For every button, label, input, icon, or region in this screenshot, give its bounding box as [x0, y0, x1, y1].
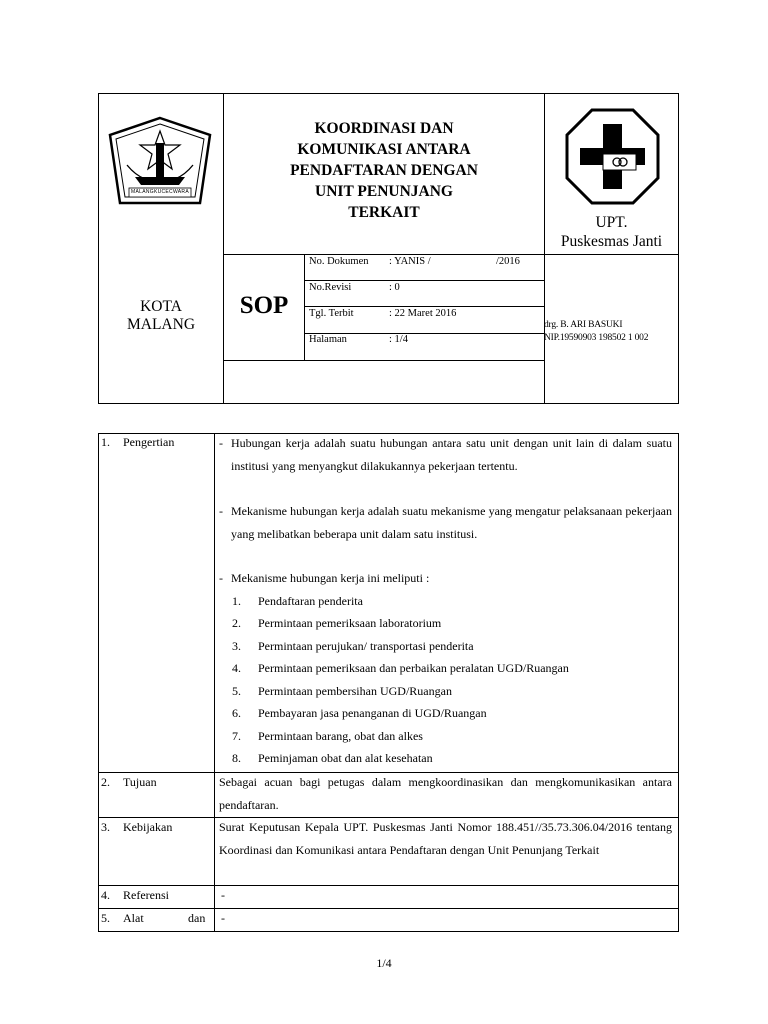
- list-item: 5. Permintaan pembersihan UGD/Ruangan: [232, 684, 452, 698]
- sop-title: KOORDINASI DAN KOMUNIKASI ANTARA PENDAFTARAN DENGAN UNIT PENUNJANG TERKAIT: [290, 120, 478, 221]
- pengertian-bullet: - Mekanisme hubungan kerja adalah suatu mekanisme yang mengatur pelaksanaan pekerjaan yang melibatkan beberapa unit dalam satu institusi.: [219, 504, 672, 541]
- kebijakan-text: Surat Keputusan Kepala UPT. Puskesmas Janti Nomor 188.451//35.73.306.04/2016 tentang Koordinasi dan Komunikasi antara Pendaftaran dengan Unit Penunjang Terkait: [219, 820, 672, 857]
- list-item: 4. Permintaan pemeriksaan dan perbaikan peralatan UGD/Ruangan: [232, 661, 569, 675]
- content-row-divider: [98, 908, 679, 909]
- pengertian-bullet: - Mekanisme hubungan kerja ini meliputi :: [219, 571, 430, 585]
- meta-label-halaman: Halaman: [309, 334, 347, 345]
- meta-value-halaman: : 1/4: [389, 334, 408, 345]
- list-item: 6. Pembayaran jasa penanganan di UGD/Ruangan: [232, 706, 487, 720]
- header-divider: [223, 254, 679, 255]
- row-label-alat-dan: dan: [188, 911, 206, 925]
- row-number: 1.: [101, 435, 110, 449]
- list-item: 3. Permintaan perujukan/ transportasi penderita: [232, 639, 474, 653]
- meta-value-no-revisi: : 0: [389, 282, 400, 293]
- row-label-alat: Alat: [123, 911, 144, 925]
- meta-label-no-revisi: No.Revisi: [309, 282, 352, 293]
- logo-motto: MALANGKUCECWARA: [131, 189, 189, 195]
- meta-value-no-dokumen: : YANIS /: [389, 256, 431, 267]
- alat-text: -: [221, 911, 225, 925]
- kota-malang: KOTA MALANG: [126, 298, 196, 333]
- signer-nip: NIP.19590903 198502 1 002: [544, 333, 649, 343]
- row-number: 2.: [101, 775, 110, 789]
- row-number: 3.: [101, 820, 110, 834]
- meta-label-tgl-terbit: Tgl. Terbit: [309, 308, 354, 319]
- list-item: 1. Pendaftaran penderita: [232, 594, 363, 608]
- kota-malang-logo: [105, 115, 215, 207]
- row-label-kebijakan: Kebijakan: [123, 820, 173, 834]
- referensi-text: -: [221, 888, 225, 902]
- page-number: 1/4: [376, 956, 392, 970]
- tujuan-text: Sebagai acuan bagi petugas dalam mengkoordinasikan dan mengkomunikasikan antara pendaftaran.: [219, 775, 672, 812]
- content-row-divider: [98, 885, 679, 886]
- sop-label: SOP: [239, 292, 289, 319]
- meta-row-divider: [304, 306, 545, 307]
- list-item: 8. Peminjaman obat dan alat kesehatan: [232, 751, 433, 765]
- list-item: 2. Permintaan pemeriksaan laboratorium: [232, 616, 442, 630]
- row-number: 5.: [101, 911, 110, 925]
- row-number: 4.: [101, 888, 110, 902]
- row-label-pengertian: Pengertian: [123, 435, 175, 449]
- meta-value-no-dokumen-year: /2016: [496, 256, 520, 267]
- pengertian-bullet: - Hubungan kerja adalah suatu hubungan antara satu unit dengan unit lain di dalam suatu institusi yang menyangkut dilakukannya pekerjaan tertentu.: [219, 436, 672, 473]
- meta-label-no-dokumen: No. Dokumen: [309, 256, 369, 267]
- list-item: 7. Permintaan barang, obat dan alkes: [232, 729, 423, 743]
- meta-value-tgl-terbit: : 22 Maret 2016: [389, 308, 457, 319]
- row-label-referensi: Referensi: [123, 888, 169, 902]
- row-label-tujuan: Tujuan: [123, 775, 157, 789]
- header-divider: [304, 254, 305, 360]
- puskesmas-logo: [565, 108, 660, 205]
- meta-row-divider: [304, 280, 545, 281]
- upt-name: UPT. Puskesmas Janti: [560, 214, 663, 250]
- content-column-divider: [214, 433, 215, 932]
- signer-name: drg. B. ARI BASUKI: [544, 320, 623, 330]
- header-divider: [223, 360, 545, 361]
